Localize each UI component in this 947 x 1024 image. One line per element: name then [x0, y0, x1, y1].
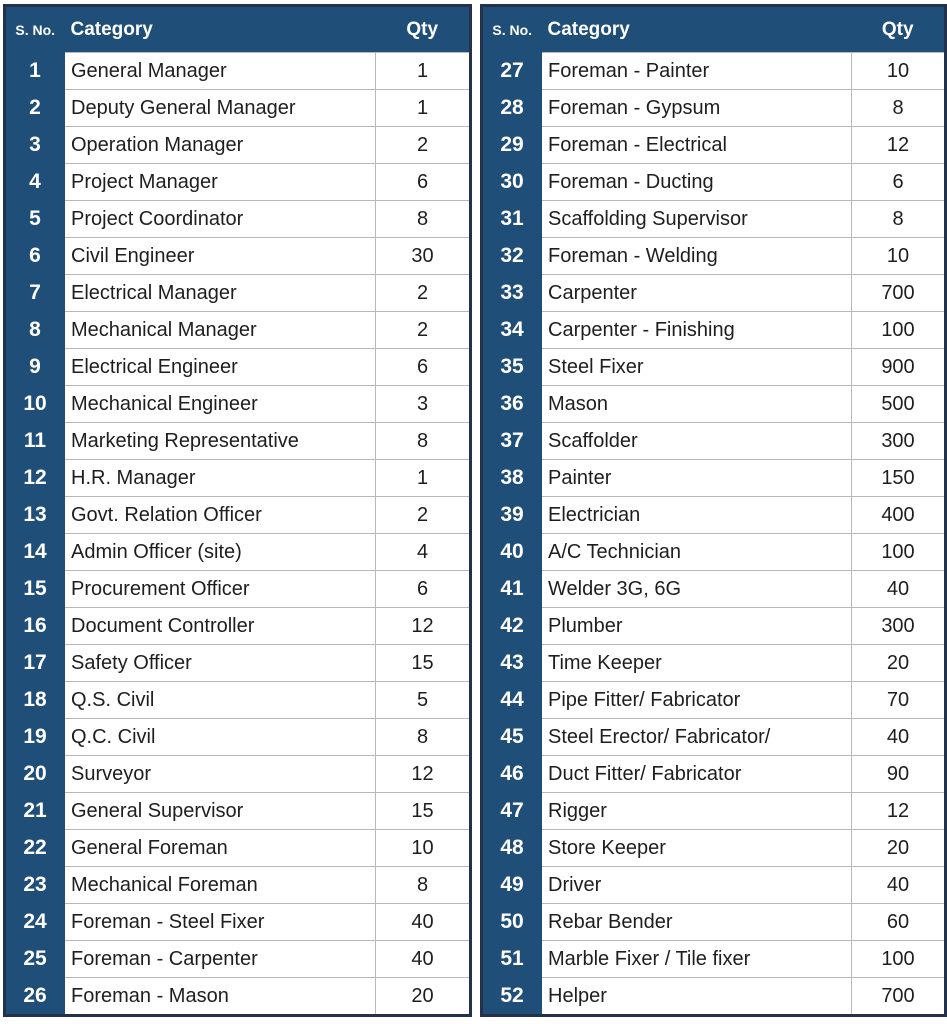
qty-cell: 3	[376, 386, 471, 423]
category-cell: Foreman - Ducting	[542, 164, 852, 201]
category-cell: Foreman - Electrical	[542, 127, 852, 164]
serial-number-cell: 41	[482, 571, 542, 608]
serial-number-cell: 34	[482, 312, 542, 349]
serial-number-cell: 17	[5, 645, 65, 682]
table-row	[482, 386, 946, 423]
table-row	[5, 53, 471, 90]
table-row	[482, 164, 946, 201]
table-row	[5, 201, 471, 238]
serial-number-cell: 48	[482, 830, 542, 867]
serial-number-cell: 24	[5, 904, 65, 941]
qty-cell: 20	[852, 645, 946, 682]
table-header-row	[5, 6, 471, 53]
table-row	[482, 275, 946, 312]
table-row	[5, 534, 471, 571]
serial-number-cell: 16	[5, 608, 65, 645]
serial-number-cell: 1	[5, 53, 65, 90]
header-category: Category	[542, 6, 852, 53]
qty-cell: 8	[376, 867, 471, 904]
table-body-left	[5, 53, 471, 1016]
category-cell: Driver	[542, 867, 852, 904]
serial-number-cell: 5	[5, 201, 65, 238]
table-row	[5, 867, 471, 904]
category-cell: Pipe Fitter/ Fabricator	[542, 682, 852, 719]
qty-cell: 8	[376, 423, 471, 460]
qty-cell: 2	[376, 275, 471, 312]
serial-number-cell: 32	[482, 238, 542, 275]
serial-number-cell: 6	[5, 238, 65, 275]
category-cell: Time Keeper	[542, 645, 852, 682]
category-cell: Welder 3G, 6G	[542, 571, 852, 608]
serial-number-cell: 36	[482, 386, 542, 423]
serial-number-cell: 39	[482, 497, 542, 534]
serial-number-cell: 38	[482, 460, 542, 497]
qty-cell: 400	[852, 497, 946, 534]
serial-number-cell: 30	[482, 164, 542, 201]
category-cell: Rigger	[542, 793, 852, 830]
category-cell: Foreman - Gypsum	[542, 90, 852, 127]
qty-cell: 300	[852, 608, 946, 645]
table-row	[482, 201, 946, 238]
category-cell: Foreman - Mason	[65, 978, 376, 1016]
serial-number-cell: 31	[482, 201, 542, 238]
table-row	[482, 423, 946, 460]
category-cell: Foreman - Steel Fixer	[65, 904, 376, 941]
category-cell: Safety Officer	[65, 645, 376, 682]
category-cell: Store Keeper	[542, 830, 852, 867]
qty-cell: 12	[376, 756, 471, 793]
table-row	[5, 756, 471, 793]
serial-number-cell: 43	[482, 645, 542, 682]
qty-cell: 5	[376, 682, 471, 719]
qty-cell: 700	[852, 275, 946, 312]
table-row	[5, 682, 471, 719]
serial-number-cell: 19	[5, 719, 65, 756]
table-row	[482, 978, 946, 1016]
category-cell: Electrical Engineer	[65, 349, 376, 386]
serial-number-cell: 27	[482, 53, 542, 90]
qty-cell: 12	[852, 793, 946, 830]
qty-cell: 10	[376, 830, 471, 867]
category-cell: General Manager	[65, 53, 376, 90]
qty-cell: 15	[376, 793, 471, 830]
header-sno: S. No.	[482, 6, 542, 53]
category-cell: Plumber	[542, 608, 852, 645]
table-row	[5, 793, 471, 830]
category-cell: Foreman - Carpenter	[65, 941, 376, 978]
table-row	[5, 830, 471, 867]
table-row	[482, 349, 946, 386]
serial-number-cell: 14	[5, 534, 65, 571]
qty-cell: 1	[376, 90, 471, 127]
table-row	[482, 238, 946, 275]
manpower-table-right	[480, 4, 947, 1017]
category-cell: Carpenter	[542, 275, 852, 312]
serial-number-cell: 45	[482, 719, 542, 756]
table-row	[5, 904, 471, 941]
qty-cell: 40	[376, 904, 471, 941]
category-cell: Document Controller	[65, 608, 376, 645]
category-cell: Duct Fitter/ Fabricator	[542, 756, 852, 793]
category-cell: Foreman - Painter	[542, 53, 852, 90]
category-cell: Q.S. Civil	[65, 682, 376, 719]
category-cell: Electrical Manager	[65, 275, 376, 312]
category-cell: Mechanical Manager	[65, 312, 376, 349]
category-cell: General Supervisor	[65, 793, 376, 830]
qty-cell: 20	[376, 978, 471, 1016]
serial-number-cell: 12	[5, 460, 65, 497]
table-row	[482, 830, 946, 867]
table-row	[482, 608, 946, 645]
qty-cell: 40	[852, 867, 946, 904]
qty-cell: 12	[852, 127, 946, 164]
serial-number-cell: 7	[5, 275, 65, 312]
category-cell: Civil Engineer	[65, 238, 376, 275]
category-cell: Foreman - Welding	[542, 238, 852, 275]
serial-number-cell: 42	[482, 608, 542, 645]
qty-cell: 4	[376, 534, 471, 571]
serial-number-cell: 28	[482, 90, 542, 127]
serial-number-cell: 25	[5, 941, 65, 978]
category-cell: Electrician	[542, 497, 852, 534]
category-cell: Mechanical Foreman	[65, 867, 376, 904]
serial-number-cell: 50	[482, 904, 542, 941]
table-row	[5, 238, 471, 275]
qty-cell: 6	[376, 164, 471, 201]
serial-number-cell: 52	[482, 978, 542, 1016]
qty-cell: 8	[852, 201, 946, 238]
serial-number-cell: 29	[482, 127, 542, 164]
category-cell: A/C Technician	[542, 534, 852, 571]
table-row	[482, 719, 946, 756]
table-row	[5, 349, 471, 386]
qty-cell: 40	[852, 719, 946, 756]
qty-cell: 8	[852, 90, 946, 127]
table-row	[5, 645, 471, 682]
serial-number-cell: 9	[5, 349, 65, 386]
qty-cell: 100	[852, 534, 946, 571]
qty-cell: 1	[376, 53, 471, 90]
qty-cell: 6	[376, 349, 471, 386]
serial-number-cell: 40	[482, 534, 542, 571]
qty-cell: 40	[376, 941, 471, 978]
table-row	[5, 571, 471, 608]
table-row	[482, 867, 946, 904]
table-row	[5, 608, 471, 645]
table-row	[482, 497, 946, 534]
serial-number-cell: 26	[5, 978, 65, 1016]
category-cell: Rebar Bender	[542, 904, 852, 941]
table-row	[5, 90, 471, 127]
category-cell: Operation Manager	[65, 127, 376, 164]
qty-cell: 900	[852, 349, 946, 386]
serial-number-cell: 22	[5, 830, 65, 867]
qty-cell: 8	[376, 719, 471, 756]
table-row	[5, 460, 471, 497]
header-qty: Qty	[852, 6, 946, 53]
qty-cell: 12	[376, 608, 471, 645]
serial-number-cell: 46	[482, 756, 542, 793]
table-row	[482, 53, 946, 90]
table-row	[5, 275, 471, 312]
table-row	[5, 423, 471, 460]
serial-number-cell: 3	[5, 127, 65, 164]
qty-cell: 6	[376, 571, 471, 608]
qty-cell: 100	[852, 312, 946, 349]
category-cell: Steel Fixer	[542, 349, 852, 386]
table-row	[482, 127, 946, 164]
category-cell: Scaffolding Supervisor	[542, 201, 852, 238]
category-cell: Project Coordinator	[65, 201, 376, 238]
serial-number-cell: 21	[5, 793, 65, 830]
category-cell: General Foreman	[65, 830, 376, 867]
category-cell: Surveyor	[65, 756, 376, 793]
serial-number-cell: 33	[482, 275, 542, 312]
category-cell: Project Manager	[65, 164, 376, 201]
header-qty: Qty	[376, 6, 471, 53]
table-row	[482, 941, 946, 978]
table-body-right	[482, 53, 946, 1016]
serial-number-cell: 49	[482, 867, 542, 904]
table-row	[5, 386, 471, 423]
category-cell: Painter	[542, 460, 852, 497]
table-row	[482, 312, 946, 349]
table-row	[482, 90, 946, 127]
table-row	[5, 941, 471, 978]
qty-cell: 30	[376, 238, 471, 275]
serial-number-cell: 20	[5, 756, 65, 793]
table-row	[482, 460, 946, 497]
table-row	[5, 312, 471, 349]
qty-cell: 6	[852, 164, 946, 201]
table-row	[5, 978, 471, 1016]
qty-cell: 10	[852, 238, 946, 275]
table-row	[482, 682, 946, 719]
category-cell: Marketing Representative	[65, 423, 376, 460]
category-cell: Steel Erector/ Fabricator/	[542, 719, 852, 756]
serial-number-cell: 11	[5, 423, 65, 460]
manpower-table-left	[3, 4, 472, 1017]
qty-cell: 150	[852, 460, 946, 497]
table-row	[482, 534, 946, 571]
table-row	[482, 756, 946, 793]
qty-cell: 100	[852, 941, 946, 978]
table-row	[482, 793, 946, 830]
table-row	[482, 645, 946, 682]
serial-number-cell: 2	[5, 90, 65, 127]
qty-cell: 70	[852, 682, 946, 719]
qty-cell: 2	[376, 127, 471, 164]
serial-number-cell: 47	[482, 793, 542, 830]
qty-cell: 40	[852, 571, 946, 608]
table-row	[5, 164, 471, 201]
category-cell: Carpenter - Finishing	[542, 312, 852, 349]
qty-cell: 10	[852, 53, 946, 90]
category-cell: Marble Fixer / Tile fixer	[542, 941, 852, 978]
table-row	[5, 719, 471, 756]
qty-cell: 700	[852, 978, 946, 1016]
header-category: Category	[65, 6, 376, 53]
category-cell: Mason	[542, 386, 852, 423]
serial-number-cell: 10	[5, 386, 65, 423]
serial-number-cell: 18	[5, 682, 65, 719]
serial-number-cell: 8	[5, 312, 65, 349]
category-cell: Admin Officer (site)	[65, 534, 376, 571]
category-cell: Helper	[542, 978, 852, 1016]
qty-cell: 2	[376, 497, 471, 534]
qty-cell: 300	[852, 423, 946, 460]
table-row	[5, 127, 471, 164]
category-cell: Govt. Relation Officer	[65, 497, 376, 534]
serial-number-cell: 4	[5, 164, 65, 201]
qty-cell: 20	[852, 830, 946, 867]
table-row	[482, 904, 946, 941]
serial-number-cell: 51	[482, 941, 542, 978]
serial-number-cell: 15	[5, 571, 65, 608]
qty-cell: 1	[376, 460, 471, 497]
qty-cell: 500	[852, 386, 946, 423]
category-cell: Scaffolder	[542, 423, 852, 460]
table-row	[5, 497, 471, 534]
serial-number-cell: 23	[5, 867, 65, 904]
category-cell: Q.C. Civil	[65, 719, 376, 756]
qty-cell: 60	[852, 904, 946, 941]
category-cell: Mechanical Engineer	[65, 386, 376, 423]
qty-cell: 2	[376, 312, 471, 349]
table-header-row	[482, 6, 946, 53]
serial-number-cell: 37	[482, 423, 542, 460]
qty-cell: 90	[852, 756, 946, 793]
serial-number-cell: 13	[5, 497, 65, 534]
qty-cell: 15	[376, 645, 471, 682]
serial-number-cell: 35	[482, 349, 542, 386]
header-sno: S. No.	[5, 6, 65, 53]
qty-cell: 8	[376, 201, 471, 238]
category-cell: Deputy General Manager	[65, 90, 376, 127]
category-cell: H.R. Manager	[65, 460, 376, 497]
category-cell: Procurement Officer	[65, 571, 376, 608]
table-row	[482, 571, 946, 608]
serial-number-cell: 44	[482, 682, 542, 719]
